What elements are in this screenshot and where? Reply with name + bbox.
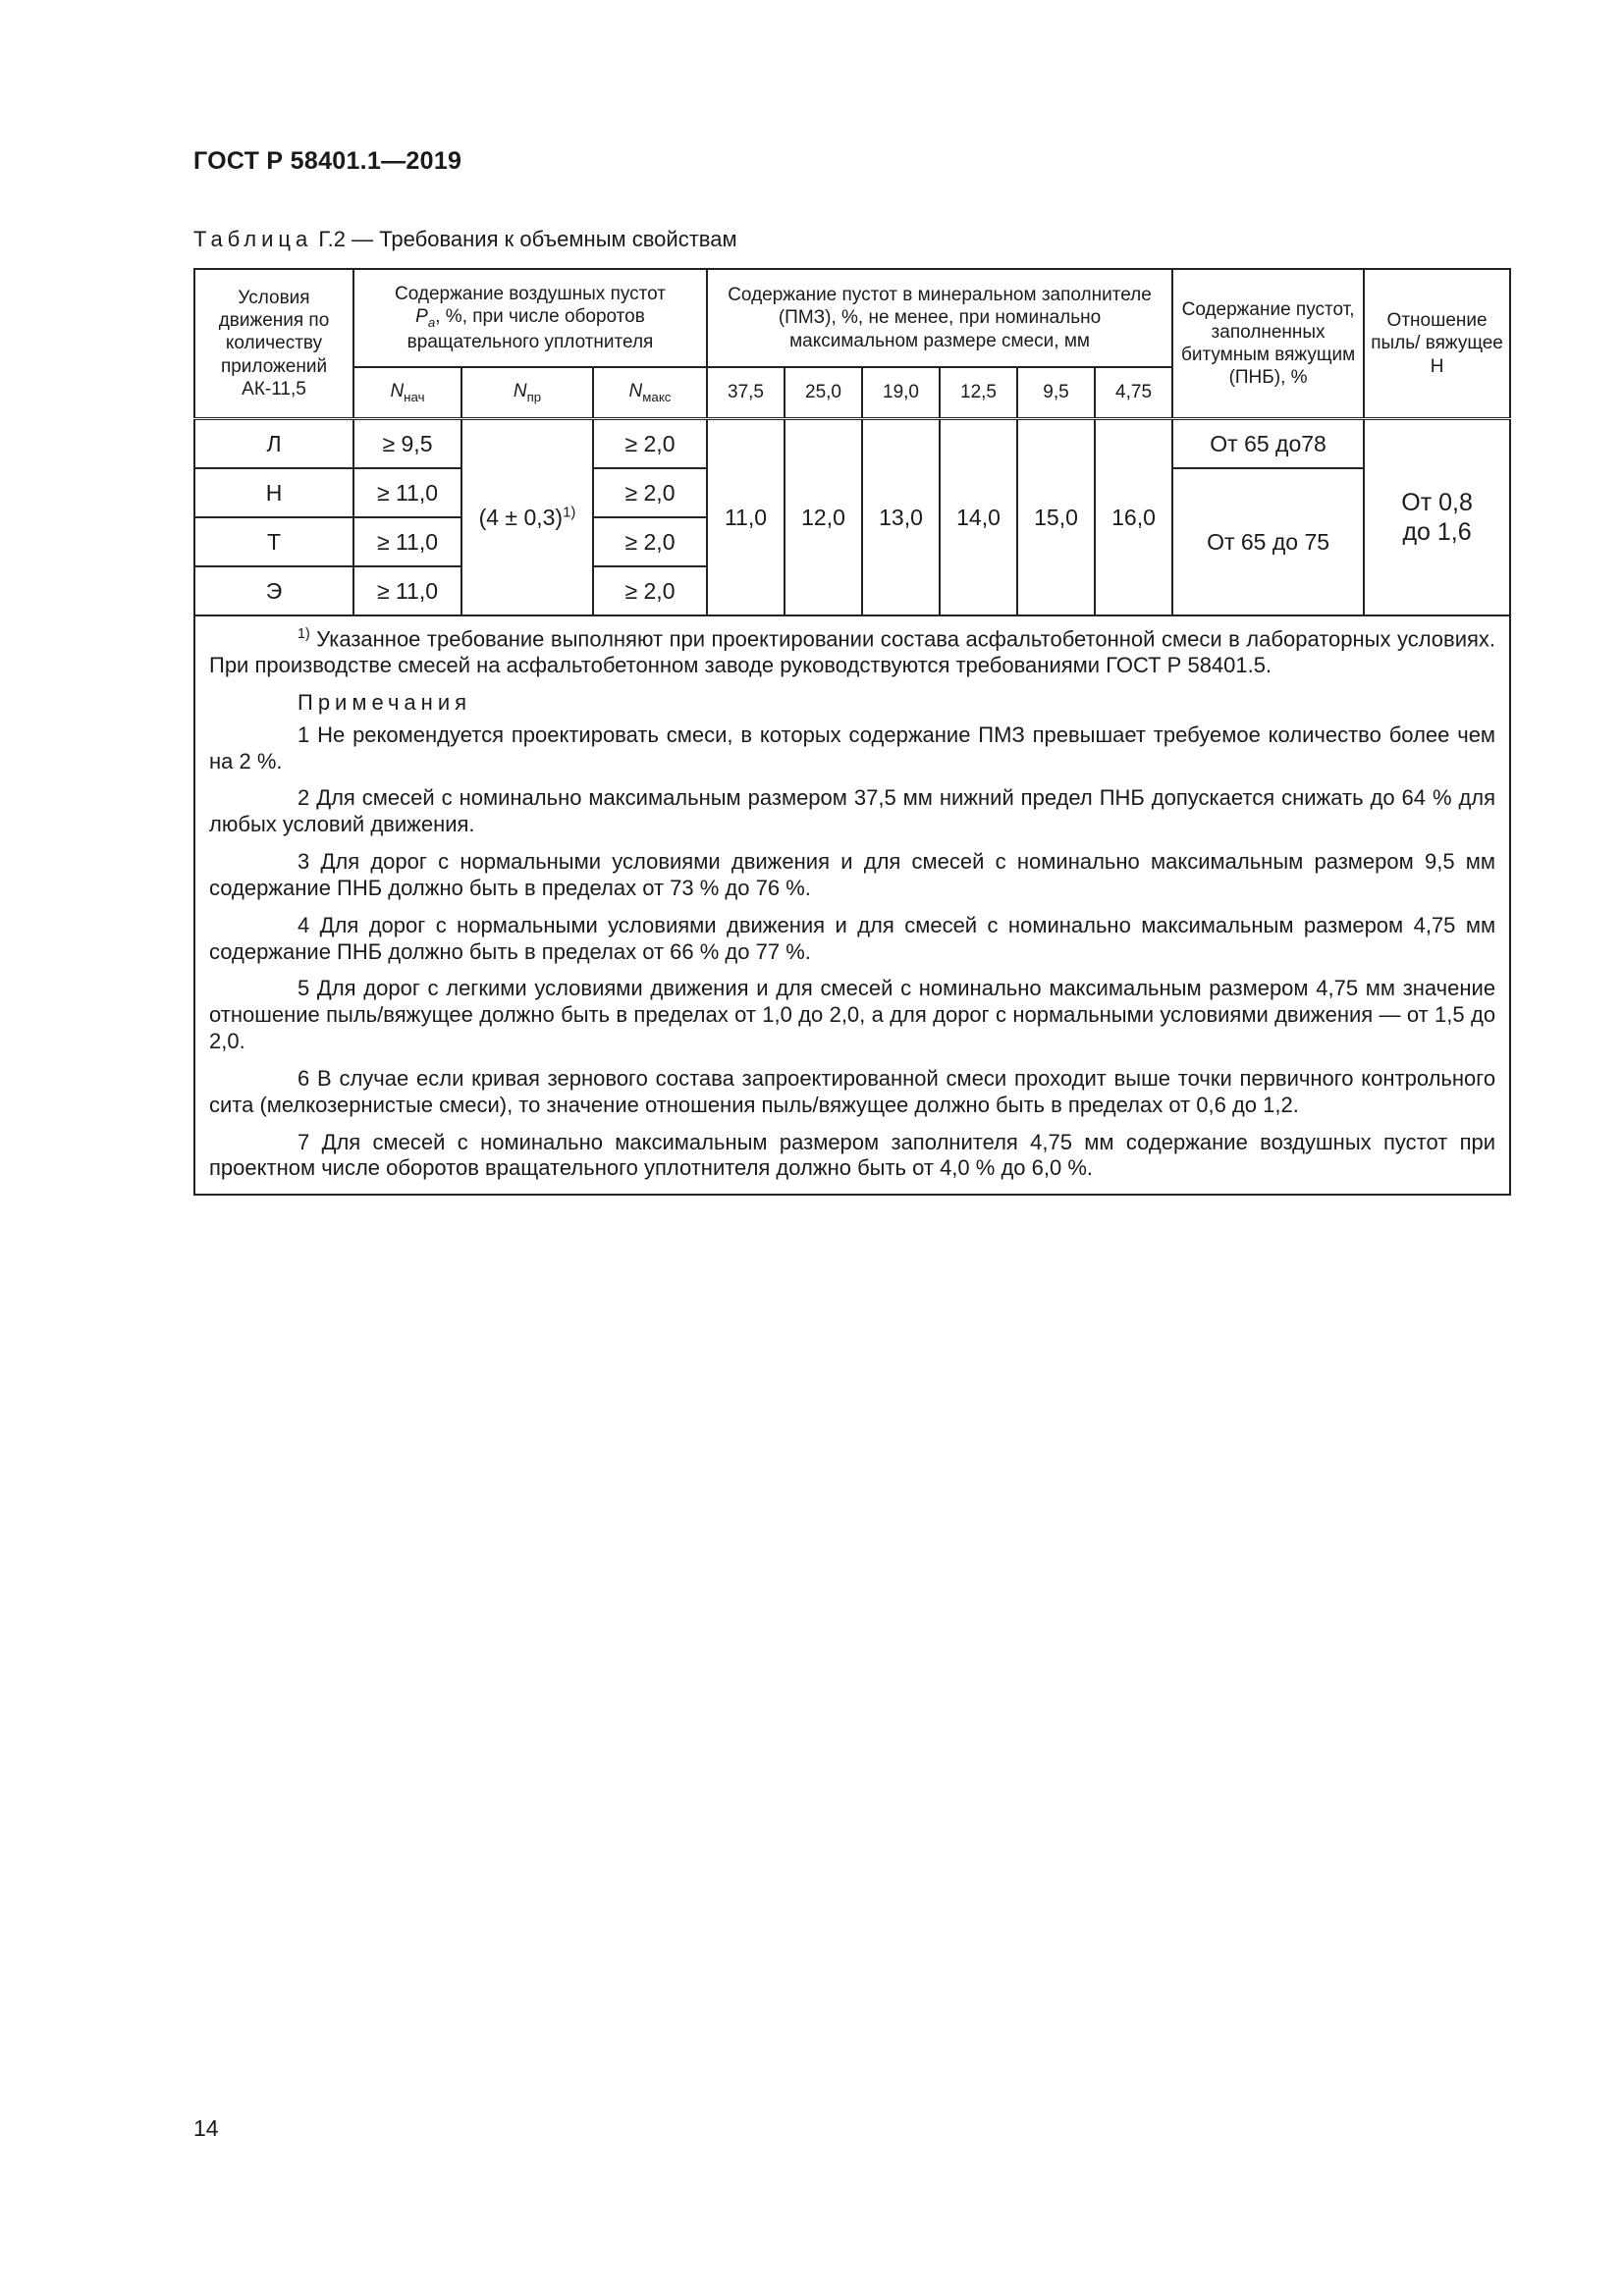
header-dust-binder: Отношение пыль/ вяжущее Н <box>1364 269 1510 419</box>
cell-condition: Л <box>194 419 353 469</box>
header-air-voids: Содержание воздушных пустот $P_a$, %, при числе оборотов вращательного уплотнителя <box>353 269 707 367</box>
header-size-37-5: 37,5 <box>707 367 785 419</box>
header-vma: Содержание пустот в минеральном заполнителе (ПМЗ), %, не менее, при номинально максимальном размере смеси, мм <box>707 269 1172 367</box>
cell-n-max: ≥ 2,0 <box>593 566 707 615</box>
cell-n-start: ≥ 11,0 <box>353 468 461 517</box>
header-traffic-conditions: Условия движения по количеству приложений АК-11,5 <box>194 269 353 419</box>
cell-vma-25-0: 12,0 <box>785 419 862 616</box>
cell-n-max: ≥ 2,0 <box>593 419 707 469</box>
note-item: 7 Для смесей с номинально максимальным размером заполнителя 4,75 мм содержание воздушных пустот при проектном числе оборотов вращательного уплотнителя должно быть от 4,0 % до 6,0 %. <box>209 1129 1496 1181</box>
footnote: $^{1)}$ Указанное требование выполняют при проектировании состава асфальтобетонной смеси в лабораторных условиях. При производстве смесей на асфальтобетонном заводе руководствуются требованиями ГОСТ Р 58401.5. <box>209 626 1496 678</box>
cell-n-start: ≥ 11,0 <box>353 517 461 566</box>
cell-condition: Т <box>194 517 353 566</box>
cell-n-start: ≥ 9,5 <box>353 419 461 469</box>
cell-n-design: $(4 \pm 0,3)^{1)}$ <box>461 419 593 616</box>
document-header: ГОСТ Р 58401.1—2019 <box>193 147 462 175</box>
header-size-9-5: 9,5 <box>1017 367 1095 419</box>
requirements-table <box>193 268 1511 1196</box>
cell-condition: Н <box>194 468 353 517</box>
note-item: 3 Для дорог с нормальными условиями движения и для смесей с номинально максимальным размером 9,5 мм содержание ПНБ должно быть в пределах от 73 % до 76 %. <box>209 849 1496 900</box>
header-size-12-5: 12,5 <box>940 367 1017 419</box>
cell-vfa-other: От 65 до 75 <box>1172 468 1364 615</box>
table-row <box>194 419 1510 469</box>
cell-vma-19-0: 13,0 <box>862 419 940 616</box>
cell-vma-12-5: 14,0 <box>940 419 1017 616</box>
header-n-design: $N_{пр}$ <box>461 367 593 419</box>
note-item: 5 Для дорог с легкими условиями движения и для смесей с номинально максимальным размером 4,75 мм значение отношение пыль/вяжущее должно быть в пределах от 1,0 до 2,0, а для дорог с нормальными условиями движения — от 1,5 до 2,0. <box>209 976 1496 1054</box>
header-size-4-75: 4,75 <box>1095 367 1172 419</box>
page-number: 14 <box>193 2115 219 2141</box>
note-item: 6 В случае если кривая зернового состава запроектированной смеси проходит выше точки первичного контрольного сита (мелкозернистые смеси), то значение отношения пыль/вяжущее должно быть в пределах от 0,6 до 1,2. <box>209 1065 1496 1117</box>
note-item: 2 Для смесей с номинально максимальным размером 37,5 мм нижний предел ПНБ допускается снижать до 64 % для любых условий движения. <box>209 785 1496 837</box>
table-notes <box>194 615 1510 1195</box>
table-caption <box>193 227 737 252</box>
table-caption-label: Таблица <box>193 227 313 251</box>
cell-vma-9-5: 15,0 <box>1017 419 1095 616</box>
header-n-max: $N_{макс}$ <box>593 367 707 419</box>
header-size-25-0: 25,0 <box>785 367 862 419</box>
note-item: 4 Для дорог с нормальными условиями движения и для смесей с номинально максимальным размером 4,75 мм содержание ПНБ должно быть в пределах от 66 % до 77 %. <box>209 912 1496 964</box>
cell-n-max: ≥ 2,0 <box>593 517 707 566</box>
cell-vma-37-5: 11,0 <box>707 419 785 616</box>
cell-n-max: ≥ 2,0 <box>593 468 707 517</box>
note-item: 1 Не рекомендуется проектировать смеси, в которых содержание ПМЗ превышает требуемое количество более чем на 2 %. <box>209 721 1496 774</box>
header-vfa: Содержание пустот, заполненных битумным вяжущим (ПНБ), % <box>1172 269 1364 419</box>
table-caption-text: Г.2 — Требования к объемным свойствам <box>318 227 737 251</box>
cell-condition: Э <box>194 566 353 615</box>
header-size-19-0: 19,0 <box>862 367 940 419</box>
header-n-start: $N_{нач}$ <box>353 367 461 419</box>
notes-heading: Примечания <box>298 689 472 715</box>
cell-vfa-light: От 65 до78 <box>1172 419 1364 469</box>
cell-vma-4-75: 16,0 <box>1095 419 1172 616</box>
cell-dust-binder: От 0,8 до 1,6 <box>1364 419 1510 616</box>
cell-n-start: ≥ 11,0 <box>353 566 461 615</box>
